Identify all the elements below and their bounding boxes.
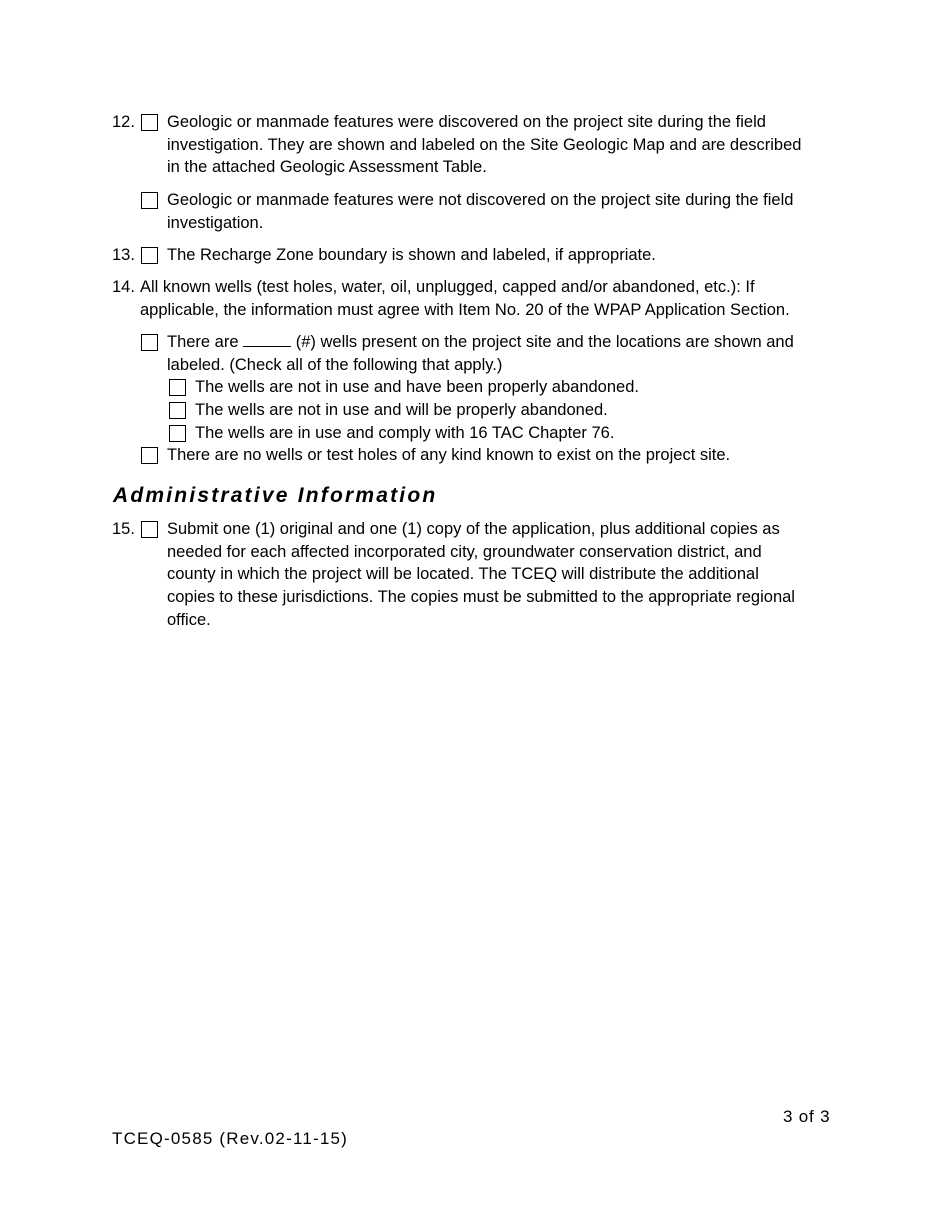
wells-in-use-checkbox[interactable] — [169, 425, 186, 442]
text-line: investigation. — [167, 213, 264, 232]
item-number: 15. — [112, 520, 135, 538]
item-15-checkbox[interactable] — [141, 521, 158, 538]
text-line: Geologic or manmade features were discovered on the project site during the field — [167, 113, 766, 131]
text-line: copies to these jurisdictions. The copies must be submitted to the appropriate regional — [167, 588, 795, 607]
item-12-discovered-text — [167, 111, 801, 179]
item-15 — [112, 518, 852, 638]
text-line: county in which the project will be located. The TCEQ will distribute the additional — [167, 565, 759, 584]
no-wells-text: There are no wells or test holes of any kind known to exist on the project site. — [167, 446, 731, 464]
wells-will-be-abandoned-text: The wells are not in use and will be properly abandoned. — [195, 401, 608, 419]
item-13-checkbox[interactable] — [141, 247, 158, 264]
wells-present-text — [167, 331, 794, 376]
item-12-not-discovered-text — [167, 189, 793, 234]
text-line: Submit one (1) original and one (1) copy of the application, plus additional copies as — [167, 520, 780, 538]
wells-present-suffix: (#) wells present on the project site and the locations are shown and — [295, 333, 794, 351]
item-12 — [112, 111, 852, 261]
wells-count-blank[interactable] — [243, 332, 291, 347]
item-12-discovered-checkbox[interactable] — [141, 114, 158, 131]
text-line: investigation. They are shown and labeled on the Site Geologic Map and are described — [167, 135, 802, 154]
item-13 — [112, 244, 852, 268]
wells-properly-abandoned-text: The wells are not in use and have been properly abandoned. — [195, 378, 639, 396]
item-14 — [112, 276, 852, 468]
item-15-text — [167, 518, 795, 631]
text-line: needed for each affected incorporated city, groundwater conservation district, and — [167, 542, 762, 561]
item-13-text — [167, 244, 656, 267]
item-14-text — [140, 276, 790, 321]
wells-in-use-text: The wells are in use and comply with 16 TAC Chapter 76. — [195, 424, 615, 442]
text-line: applicable, the information must agree with Item No. 20 of the WPAP Application Section. — [140, 300, 790, 319]
wells-present-prefix: There are — [167, 333, 239, 351]
text-line: Geologic or manmade features were not discovered on the project site during the field — [167, 191, 794, 209]
text-line: All known wells (test holes, water, oil, unplugged, capped and/or abandoned, etc.): If — [140, 278, 755, 296]
text-line: The Recharge Zone boundary is shown and labeled, if appropriate. — [167, 246, 656, 264]
form-identifier: TCEQ-0585 (Rev.02-11-15) — [112, 1129, 349, 1148]
section-heading: Administrative Information — [113, 484, 438, 507]
text-line: labeled. (Check all of the following that apply.) — [167, 355, 503, 374]
item-12-not-discovered-checkbox[interactable] — [141, 192, 158, 209]
wells-present-checkbox[interactable] — [141, 334, 158, 351]
no-wells-checkbox[interactable] — [141, 447, 158, 464]
text-line: office. — [167, 610, 211, 629]
wells-will-be-abandoned-checkbox[interactable] — [169, 402, 186, 419]
wells-properly-abandoned-checkbox[interactable] — [169, 379, 186, 396]
text-line: in the attached Geologic Assessment Table. — [167, 158, 487, 177]
page-number: 3 of 3 — [783, 1107, 831, 1126]
item-number: 14. — [112, 278, 135, 296]
item-number: 13. — [112, 246, 135, 264]
item-number: 12. — [112, 113, 135, 131]
